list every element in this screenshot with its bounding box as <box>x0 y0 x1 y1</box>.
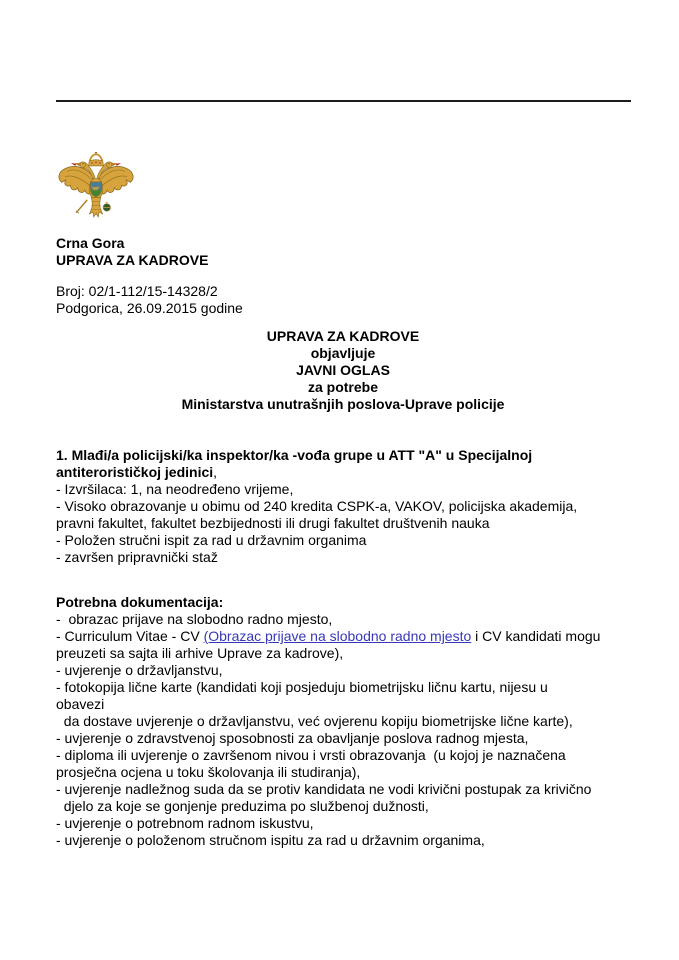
eagle-wing-right <box>99 166 133 194</box>
documentation-line: - uvjerenje o potrebnom radnom iskustvu, <box>56 815 314 831</box>
document-number: Broj: 02/1-112/15-14328/2 <box>56 283 218 299</box>
documentation-line: - uvjerenje o državljanstvu, <box>56 662 223 678</box>
documentation-line: prosječna ocjena u toku školovanja ili studiranja), <box>56 764 361 780</box>
announcement-line: objavljuje <box>310 345 376 361</box>
announcement-line: UPRAVA ZA KADROVE <box>266 328 420 344</box>
position-heading <box>56 447 630 481</box>
documentation-line: - uvjerenje o zdravstvenoj sposobnosti za obavljanje poslova radnog mjesta, <box>56 730 529 746</box>
documentation-line: - obrazac prijave na slobodno radno mjesto, <box>56 611 333 627</box>
announcement-title-block <box>56 328 630 413</box>
requirement-line: - Položen stručni ispit za rad u državnim organima <box>56 532 367 548</box>
position-title-comma: , <box>213 464 218 480</box>
crown <box>88 152 103 166</box>
eagle-wing-left <box>59 166 93 194</box>
documentation-line: - uvjerenje nadležnog suda da se protiv kandidata ne vodi krivični postupak za krivično <box>56 781 592 797</box>
cv-line-prefix: - Curriculum Vitae - CV <box>56 628 204 644</box>
requirement-line: - Izvršilaca: 1, na neodređeno vrijeme, <box>56 481 294 497</box>
place-and-date: Podgorica, 26.09.2015 godine <box>56 300 243 316</box>
announcement-line: Ministarstva unutrašnjih poslova-Uprave policije <box>181 396 505 412</box>
requirement-line: - završen pripravnički staž <box>56 549 218 565</box>
documentation-line: da dostave uvjerenje o državljanstvu, već ovjerenu kopiju biometrijske lične karte), <box>56 713 573 729</box>
agency-name: UPRAVA ZA KADROVE <box>56 252 209 268</box>
breast-shield <box>90 182 101 197</box>
documentation-line: - uvjerenje o položenom stručnom ispitu za rad u državnim organima, <box>56 832 485 848</box>
position-title-line1: 1. Mlađi/a policijski/ka inspektor/ka -vođa grupe u ATT "A" u Specijalnoj <box>56 447 533 463</box>
position-title-line2: antiterorističkoj jedinici <box>56 464 214 480</box>
scepter <box>76 200 87 213</box>
documentation-line: djelo za koje se gonjenje preduzima po službenoj dužnosti, <box>56 798 429 814</box>
country-name: Crna Gora <box>56 235 125 251</box>
requirement-line: - Visoko obrazovanje u obimu od 240 kredita CSPK-a, VAKOV, policijska akademija, <box>56 498 578 514</box>
announcement-line: JAVNI OGLAS <box>296 362 390 378</box>
documentation-line: - diploma ili uvjerenje o završenom nivou i vrsti obrazovanja (u kojoj je naznačena <box>56 747 566 763</box>
documentation-line: - fotokopija lične karte (kandidati koji posjeduju biometrijsku ličnu kartu, nijesu u <box>56 679 548 695</box>
orb <box>103 202 110 211</box>
documentation-line: obavezi <box>56 696 105 712</box>
position-requirements <box>56 481 630 566</box>
top-divider-rule <box>56 100 631 102</box>
announcement-line: za potrebe <box>307 379 378 395</box>
documentation-cv-line <box>56 628 630 645</box>
documentation-heading: Potrebna dokumentacija: <box>56 594 224 610</box>
documentation-section <box>56 594 630 849</box>
application-form-link[interactable]: (Obrazac prijave na slobodno radno mjesto <box>203 628 472 644</box>
montenegro-coat-of-arms <box>56 152 136 235</box>
documentation-line: preuzeti sa sajta ili arhive Uprave za kadrove), <box>56 645 344 661</box>
requirement-line: pravni fakultet, fakultet bezbijednosti ili drugi fakultet društvenih nauka <box>56 515 490 531</box>
cv-line-suffix: i CV kandidati mogu <box>471 628 601 644</box>
